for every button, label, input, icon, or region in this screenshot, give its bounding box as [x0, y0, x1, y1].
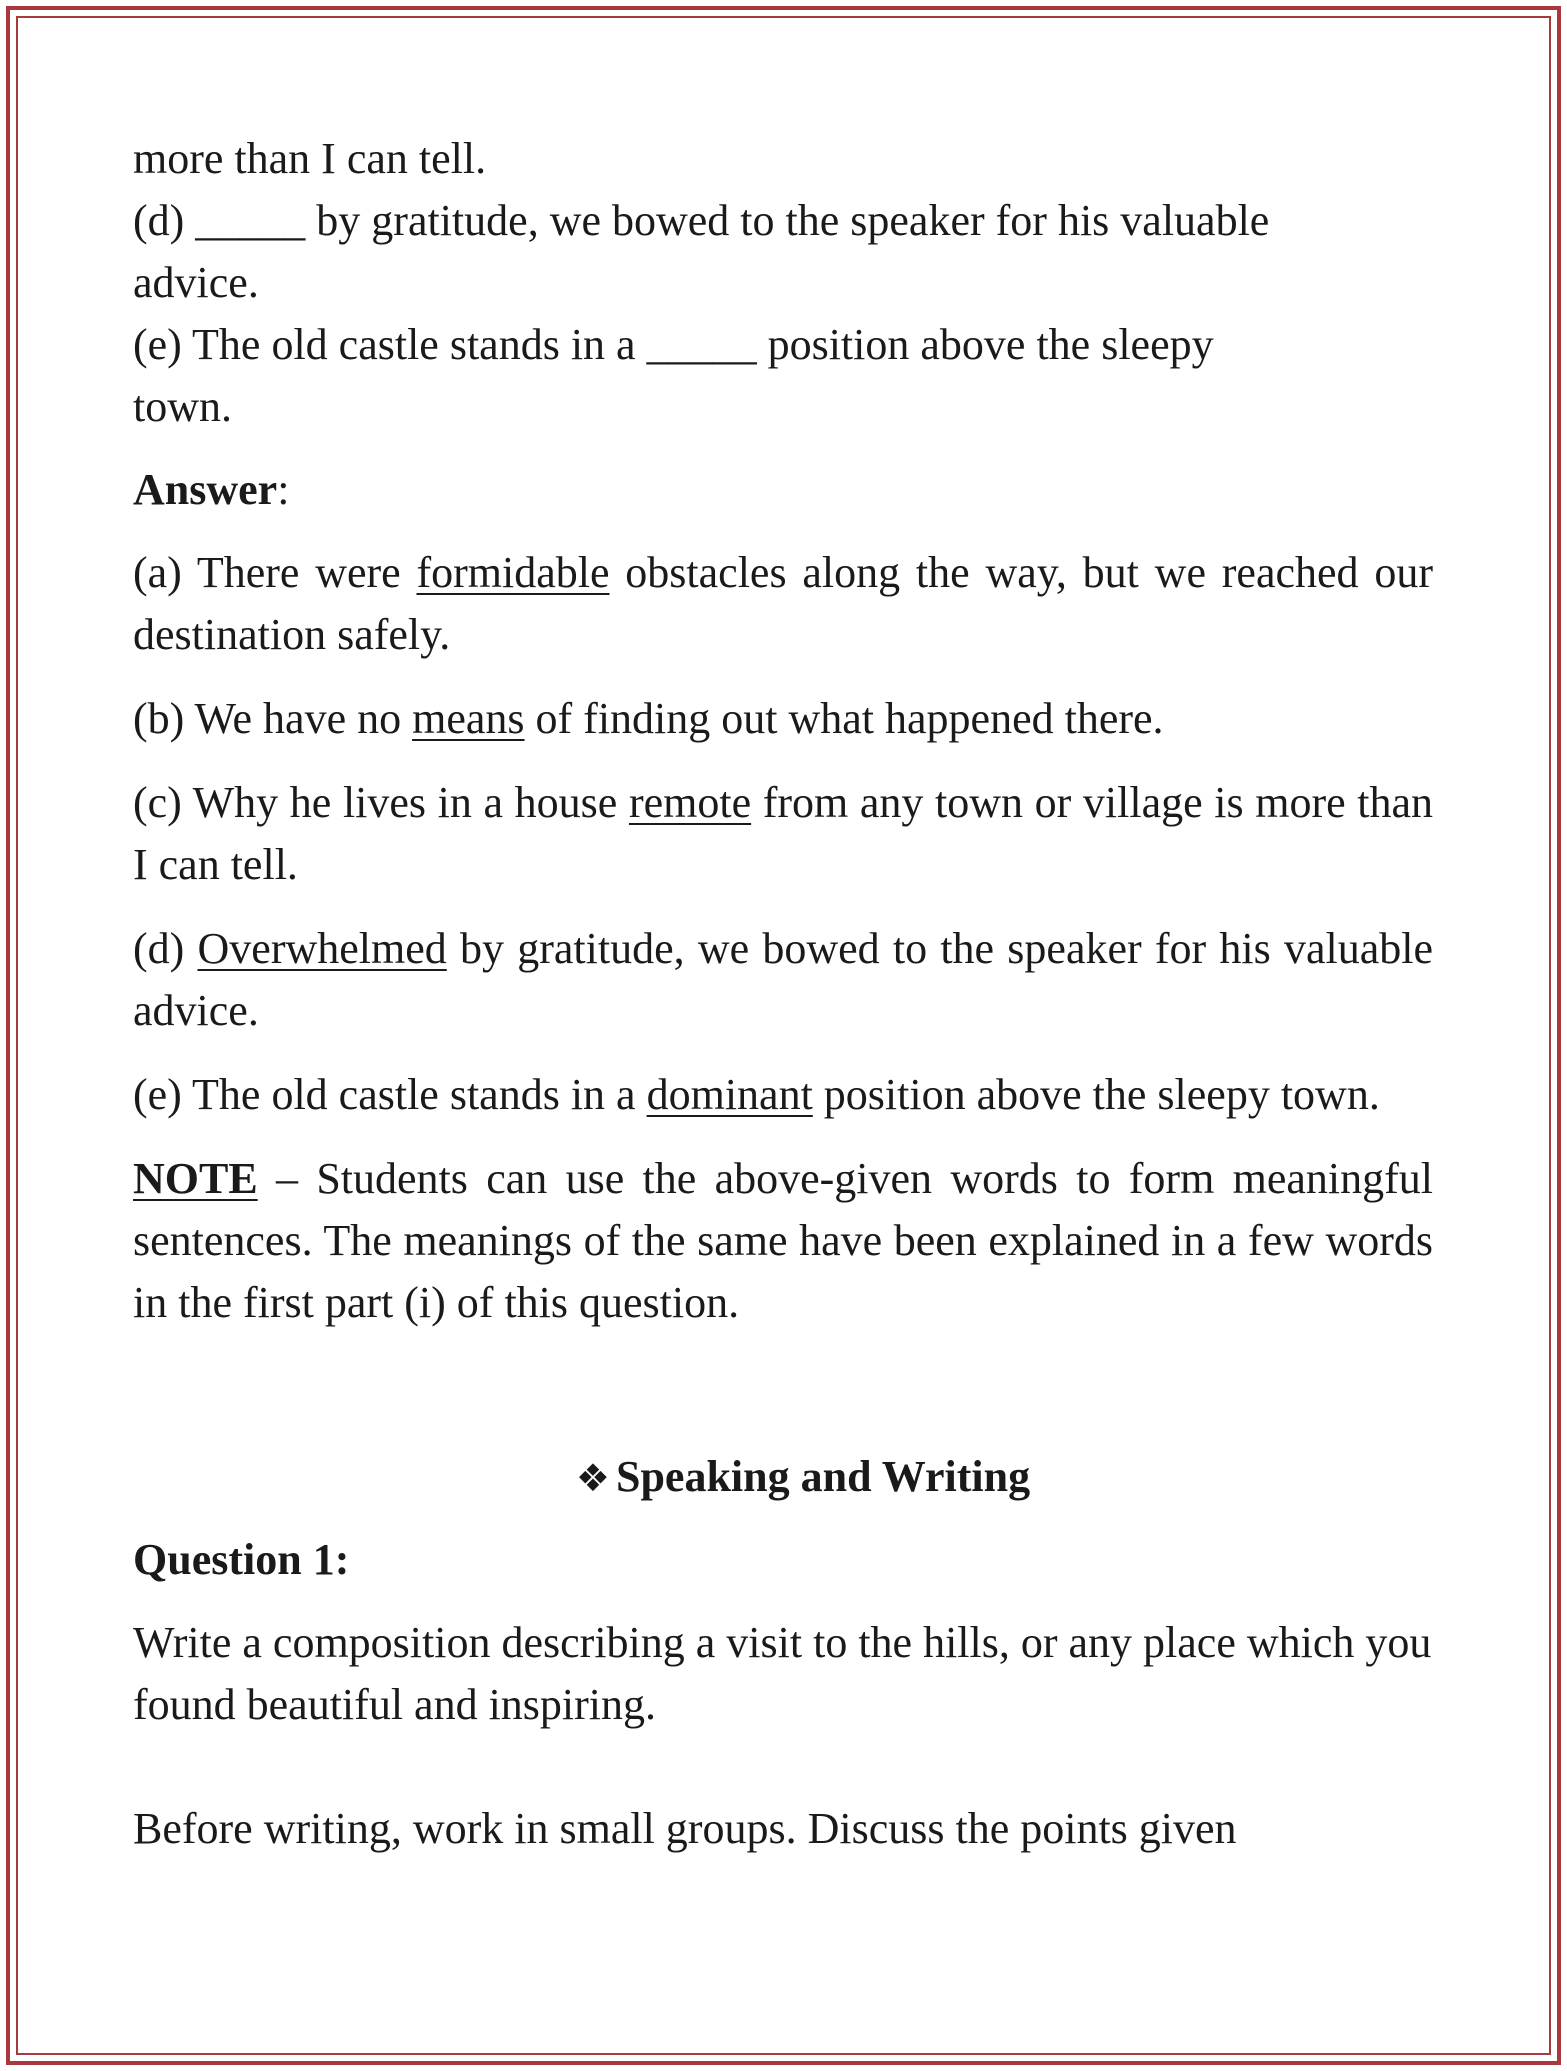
exercise-c-tail: more than I can tell. — [133, 134, 487, 183]
answer-a-word: formidable — [416, 548, 610, 597]
answer-colon: : — [277, 465, 290, 514]
answer-d-word: Overwhelmed — [197, 924, 447, 973]
document-body — [133, 128, 1433, 1860]
exercise-d-line1: (d) _____ by gratitude, we bowed to the speaker for his valuable — [133, 196, 1270, 245]
question-1-label: Question 1: — [133, 1535, 350, 1584]
answer-c-post: from any town or village is more than I can tell. — [133, 778, 1434, 889]
answer-e — [133, 1064, 1433, 1126]
answer-e-word: dominant — [646, 1070, 813, 1119]
answer-b-pre: (b) We have no — [133, 694, 413, 743]
section-heading — [133, 1446, 1433, 1509]
answer-label: Answer — [133, 465, 278, 514]
answer-e-post: position above the sleepy town. — [812, 1070, 1380, 1119]
answer-d-post: by gratitude, we bowed to the speaker for his valuable advice. — [133, 924, 1433, 1035]
answer-heading — [133, 459, 1433, 521]
note-label: NOTE — [133, 1154, 258, 1203]
answer-d-pre: (d) — [133, 924, 198, 973]
answer-c-pre: (c) Why he lives in a house — [133, 778, 629, 827]
answer-d — [133, 918, 1433, 1042]
answer-c — [133, 772, 1433, 896]
answer-a-pre: (a) There were — [133, 548, 417, 597]
exercise-e-line1: (e) The old castle stands in a _____ position above the sleepy — [133, 320, 1214, 369]
answer-b-post: of finding out what happened there. — [524, 694, 1164, 743]
exercise-d-line2: advice. — [133, 258, 259, 307]
diamond-bullet-icon: ❖ — [575, 1456, 610, 1500]
answer-a — [133, 542, 1433, 666]
answer-c-word: remote — [628, 778, 752, 827]
answer-b — [133, 688, 1433, 750]
answer-e-pre: (e) The old castle stands in a — [133, 1070, 647, 1119]
answer-a-post: obstacles along the way, but we reached our destination safely. — [133, 548, 1433, 659]
note-text: – Students can use the above-given words to form meaningful sentences. The meanings of the same have been explained in a few words in the first part (i) of this question. — [133, 1154, 1433, 1327]
note-paragraph — [133, 1148, 1433, 1334]
answer-b-word: means — [412, 694, 525, 743]
exercise-e-line2: town. — [133, 382, 232, 431]
section-title: Speaking and Writing — [615, 1452, 1031, 1501]
question-1-followup: Before writing, work in small groups. Discuss the points given — [133, 1804, 1237, 1853]
question-1-text: Write a composition describing a visit to the hills, or any place which you found beautiful and inspiring. — [133, 1618, 1432, 1729]
